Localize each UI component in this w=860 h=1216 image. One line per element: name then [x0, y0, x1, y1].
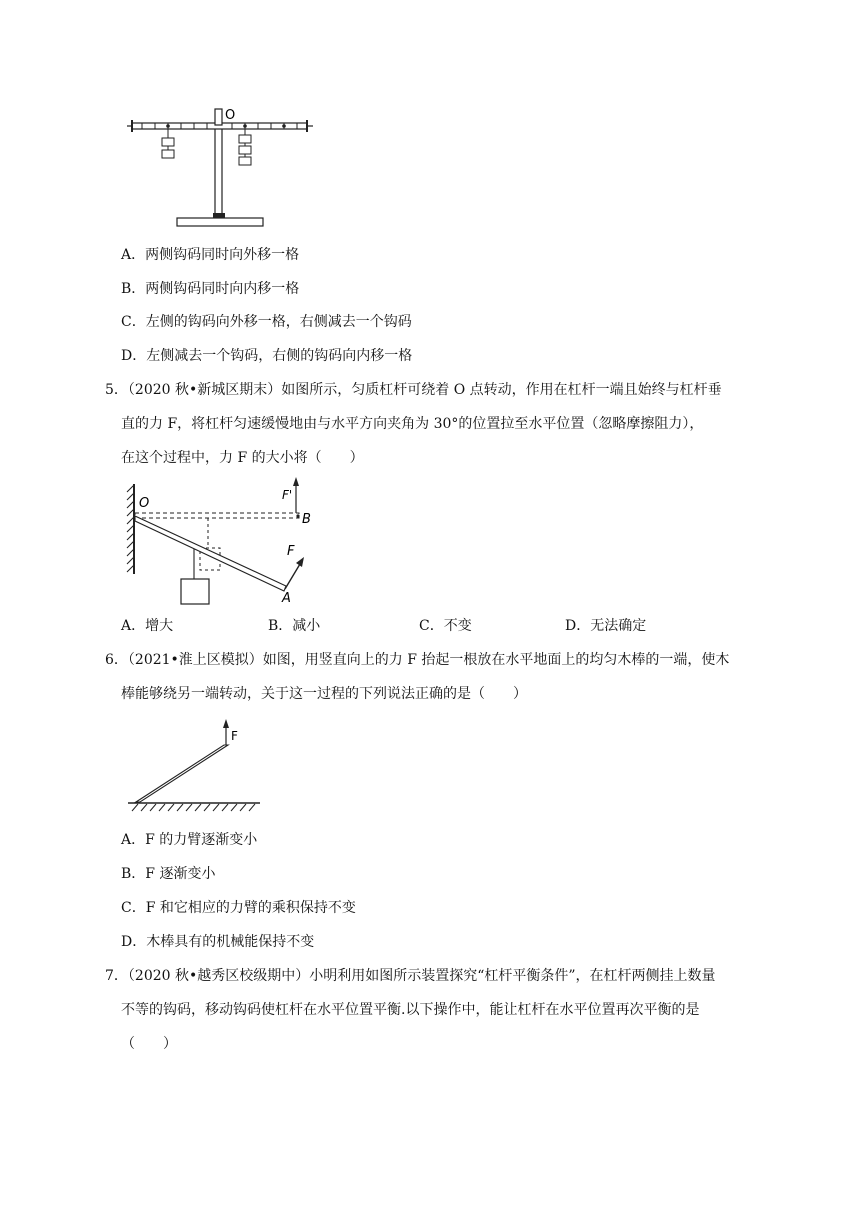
q7-stem-line-3: （ ）	[121, 1036, 177, 1052]
q5-options	[121, 616, 741, 636]
q7-stem-line-1: 7．（2020 秋•越秀区校级期中）小明利用如图所示装置探究“杠杆平衡条件”，在杠杆两侧挂上数量	[105, 968, 716, 984]
label-f-top: F'	[282, 488, 293, 502]
q6-option-d[interactable]: D．木棒具有的机械能保持不变	[121, 934, 315, 950]
q6-option-b[interactable]: B．F 逐渐变小	[121, 866, 216, 882]
q4-option-d[interactable]: D．左侧减去一个钩码，右侧的钩码向内移一格	[121, 348, 413, 364]
label-f: F	[231, 729, 238, 743]
q6-option-c[interactable]: C．F 和它相应的力臂的乘积保持不变	[121, 900, 356, 916]
q5-option-b[interactable]: B．减小	[268, 618, 321, 634]
q5-stem-line-1: 5．（2020 秋•新城区期末）如图所示，匀质杠杆可绕着 O 点转动，作用在杠杆一端且始终与杠杆垂	[105, 382, 722, 398]
q4-option-c[interactable]: C．左侧的钩码向外移一格，右侧减去一个钩码	[121, 314, 412, 330]
wall-lever-figure	[124, 472, 324, 607]
label-b: B	[302, 512, 311, 527]
q5-stem-line-3: 在这个过程中，力 F 的大小将（ ）	[121, 450, 364, 466]
q7-stem-line-2: 不等的钩码，移动钩码使杠杆在水平位置平衡.以下操作中，能让杠杆在水平位置再次平衡的是	[121, 1002, 700, 1018]
label-o: O	[139, 496, 150, 511]
q6-stem-line-1: 6．（2021•淮上区模拟）如图，用竖直向上的力 F 抬起一根放在水平地面上的均匀木棒的一端，使木	[105, 652, 730, 668]
q5-option-a[interactable]: A．增大	[121, 618, 174, 634]
lever-balance-figure	[127, 105, 317, 230]
q6-stem-line-2: 棒能够绕另一端转动，关于这一过程的下列说法正确的是（ ）	[121, 686, 527, 702]
q5-stem-line-2: 直的力 F，将杠杆匀速缓慢地由与水平方向夹角为 30°的位置拉至水平位置（忽略摩擦阻力），	[121, 416, 704, 432]
stick-lift-figure	[126, 714, 266, 814]
q4-option-a[interactable]: A．两侧钩码同时向外移一格	[121, 247, 300, 263]
label-a: A	[282, 591, 291, 606]
label-f: F	[287, 544, 295, 559]
q6-option-a[interactable]: A．F 的力臂逐渐变小	[121, 832, 258, 848]
q5-option-d[interactable]: D．无法确定	[565, 618, 647, 634]
q4-option-b[interactable]: B．两侧钩码同时向内移一格	[121, 281, 300, 297]
q5-option-c[interactable]: C．不变	[419, 618, 472, 634]
pivot-label: O	[225, 108, 236, 123]
